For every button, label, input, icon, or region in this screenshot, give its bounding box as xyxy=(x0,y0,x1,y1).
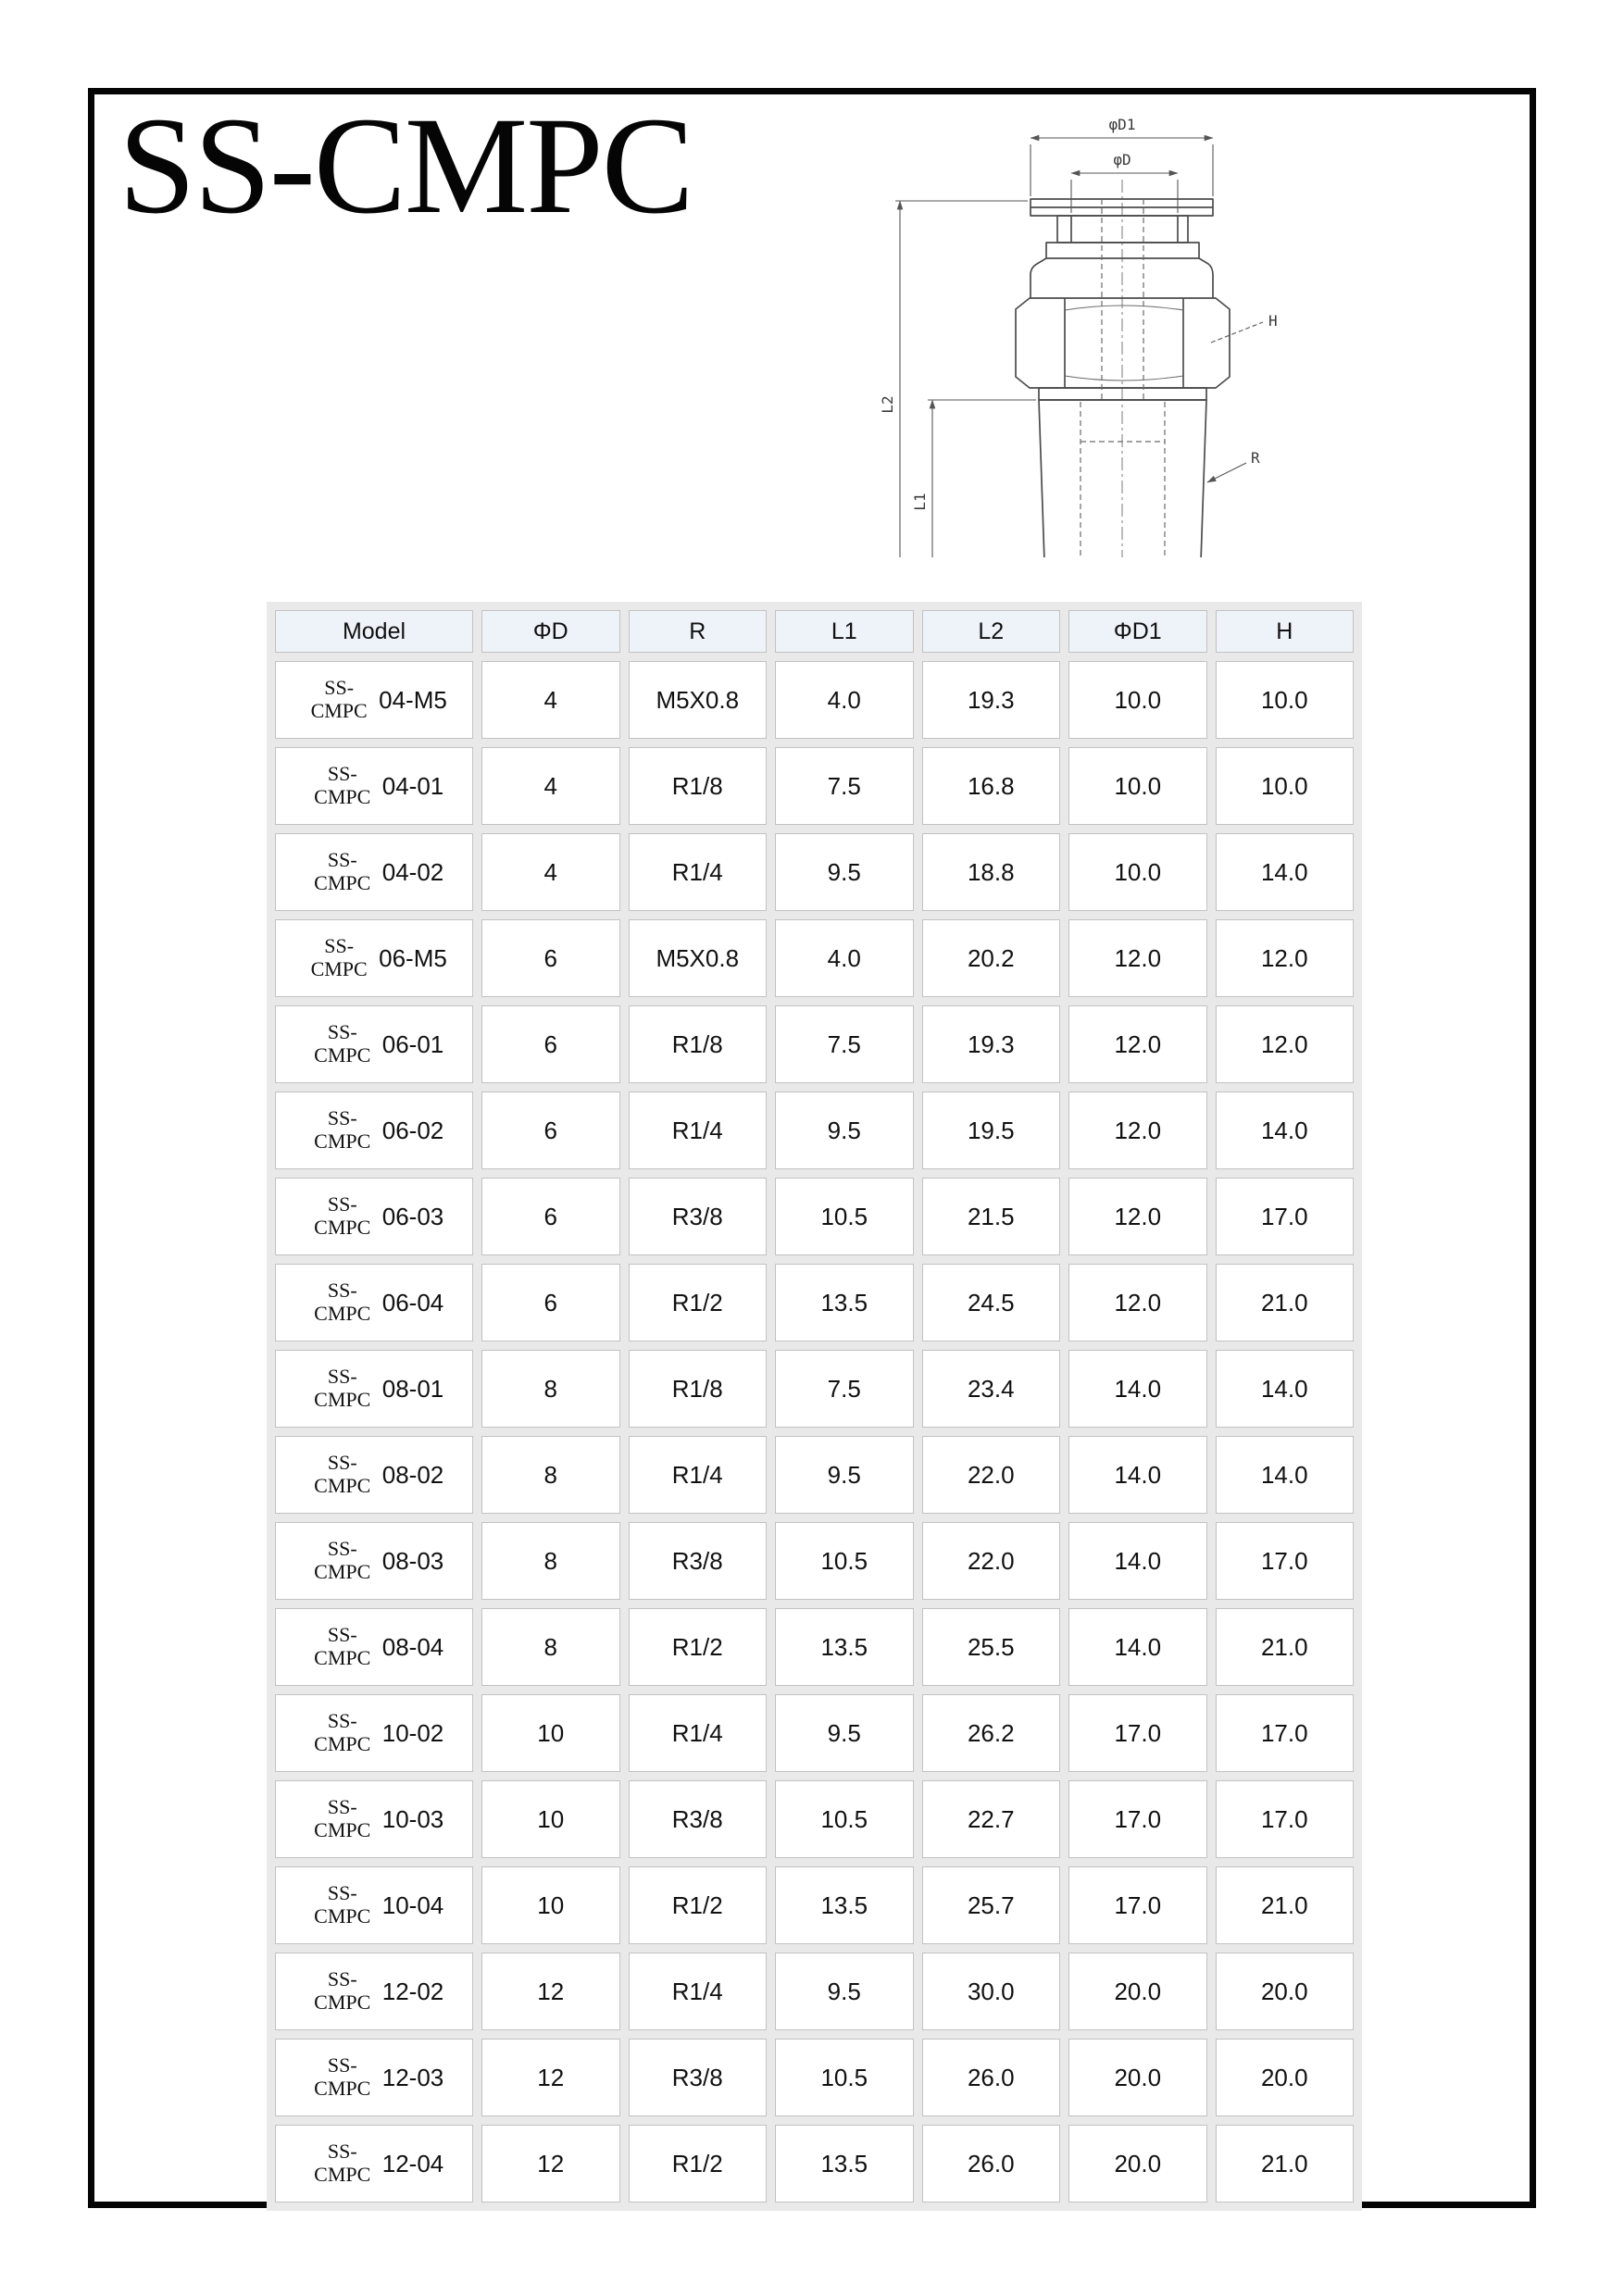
value-cell: R1/2 xyxy=(629,2125,768,2202)
value-cell: R1/8 xyxy=(629,1350,768,1428)
model-cell xyxy=(275,1608,473,1686)
model-prefix: SS-CMPC xyxy=(310,934,368,980)
value-cell: 9.5 xyxy=(775,1694,914,1772)
model-prefix: SS-CMPC xyxy=(314,2140,371,2186)
value-cell: R1/4 xyxy=(629,1953,768,2030)
table-row xyxy=(275,2039,1354,2116)
table-row xyxy=(275,1522,1354,1600)
value-cell: R1/8 xyxy=(629,1005,768,1083)
column-header-6: H xyxy=(1216,610,1355,653)
page-title: SS-CMPC xyxy=(119,89,693,243)
table-row xyxy=(275,1264,1354,1341)
value-cell: 9.5 xyxy=(775,1953,914,2030)
model-code: 10-02 xyxy=(381,1718,444,1747)
value-cell: 19.5 xyxy=(922,1092,1061,1169)
value-cell: R1/4 xyxy=(629,833,768,911)
model-prefix: SS-CMPC xyxy=(314,1795,371,1841)
value-cell: 14.0 xyxy=(1216,833,1355,911)
model-prefix: SS-CMPC xyxy=(314,1020,371,1067)
table-row xyxy=(275,661,1354,739)
table-row xyxy=(275,1178,1354,1255)
model-prefix: SS-CMPC xyxy=(314,1537,371,1583)
model-code: 06-01 xyxy=(381,1029,444,1058)
value-cell: 12.0 xyxy=(1068,1264,1207,1341)
table-row xyxy=(275,833,1354,911)
value-cell: 4 xyxy=(481,747,620,825)
value-cell: 10.0 xyxy=(1216,661,1355,739)
value-cell: 10.5 xyxy=(775,1780,914,1858)
model-cell xyxy=(275,2125,473,2202)
value-cell: 12 xyxy=(481,2039,620,2116)
value-cell: 17.0 xyxy=(1216,1178,1355,1255)
dim-label-r: R xyxy=(1251,449,1260,467)
model-cell xyxy=(275,1694,473,1772)
table-row xyxy=(275,1866,1354,1944)
value-cell: 10.0 xyxy=(1216,747,1355,825)
model-prefix: SS-CMPC xyxy=(310,676,368,722)
model-code: 10-04 xyxy=(381,1890,444,1919)
model-code: 12-03 xyxy=(381,2063,444,2091)
value-cell: 30.0 xyxy=(922,1953,1061,2030)
model-code: 06-M5 xyxy=(379,943,447,972)
value-cell: 21.0 xyxy=(1216,1866,1355,1944)
value-cell: 12.0 xyxy=(1216,919,1355,997)
value-cell: 21.0 xyxy=(1216,2125,1355,2202)
dim-label-phi-d1: φD1 xyxy=(1108,116,1136,133)
value-cell: 10 xyxy=(481,1694,620,1772)
value-cell: 12.0 xyxy=(1068,919,1207,997)
model-code: 08-01 xyxy=(381,1374,444,1403)
value-cell: 26.0 xyxy=(922,2039,1061,2116)
model-prefix: SS-CMPC xyxy=(314,1623,371,1669)
value-cell: 8 xyxy=(481,1608,620,1686)
value-cell: 12 xyxy=(481,2125,620,2202)
value-cell: 21.5 xyxy=(922,1178,1061,1255)
table-row xyxy=(275,1780,1354,1858)
model-prefix: SS-CMPC xyxy=(314,1192,371,1239)
value-cell: 14.0 xyxy=(1216,1092,1355,1169)
value-cell: 25.5 xyxy=(922,1608,1061,1686)
value-cell: 6 xyxy=(481,1178,620,1255)
content-border-box xyxy=(88,88,1536,2208)
model-code: 04-02 xyxy=(381,857,444,886)
model-prefix: SS-CMPC xyxy=(314,1279,371,1325)
value-cell: 14.0 xyxy=(1068,1350,1207,1428)
model-code: 12-04 xyxy=(381,2149,444,2177)
value-cell: R1/2 xyxy=(629,1264,768,1341)
value-cell: 17.0 xyxy=(1216,1522,1355,1600)
model-prefix: SS-CMPC xyxy=(314,1106,371,1153)
value-cell: 7.5 xyxy=(775,1005,914,1083)
fitting-technical-drawing xyxy=(870,94,1315,557)
value-cell: 4.0 xyxy=(775,919,914,997)
value-cell: 12 xyxy=(481,1953,620,2030)
dim-label-l2: L2 xyxy=(879,395,896,414)
value-cell: 4 xyxy=(481,833,620,911)
model-cell xyxy=(275,1178,473,1255)
value-cell: 12.0 xyxy=(1068,1092,1207,1169)
table-row xyxy=(275,919,1354,997)
model-code: 04-M5 xyxy=(379,685,447,714)
value-cell: 17.0 xyxy=(1068,1780,1207,1858)
model-code: 08-03 xyxy=(381,1546,444,1575)
model-cell xyxy=(275,1350,473,1428)
value-cell: 19.3 xyxy=(922,1005,1061,1083)
model-code: 04-01 xyxy=(381,771,444,800)
column-header-2: R xyxy=(629,610,768,653)
value-cell: R3/8 xyxy=(629,1178,768,1255)
value-cell: 6 xyxy=(481,1264,620,1341)
model-prefix: SS-CMPC xyxy=(314,848,371,894)
value-cell: 21.0 xyxy=(1216,1264,1355,1341)
value-cell: 14.0 xyxy=(1068,1608,1207,1686)
model-code: 06-03 xyxy=(381,1202,444,1230)
model-prefix: SS-CMPC xyxy=(314,1365,371,1411)
model-code: 06-04 xyxy=(381,1288,444,1316)
value-cell: 10 xyxy=(481,1780,620,1858)
value-cell: R3/8 xyxy=(629,1780,768,1858)
value-cell: 20.0 xyxy=(1216,2039,1355,2116)
value-cell: 10.0 xyxy=(1068,661,1207,739)
model-cell xyxy=(275,747,473,825)
value-cell: 17.0 xyxy=(1068,1866,1207,1944)
model-prefix: SS-CMPC xyxy=(314,1967,371,2014)
value-cell: 16.8 xyxy=(922,747,1061,825)
value-cell: 24.5 xyxy=(922,1264,1061,1341)
model-cell xyxy=(275,1780,473,1858)
model-cell xyxy=(275,661,473,739)
model-prefix: SS-CMPC xyxy=(314,2053,371,2100)
value-cell: 4.0 xyxy=(775,661,914,739)
value-cell: 12.0 xyxy=(1068,1005,1207,1083)
value-cell: 14.0 xyxy=(1216,1436,1355,1514)
value-cell: R1/4 xyxy=(629,1694,768,1772)
dim-label-l1: L1 xyxy=(911,493,929,511)
value-cell: 6 xyxy=(481,1005,620,1083)
model-prefix: SS-CMPC xyxy=(314,1451,371,1497)
value-cell: 9.5 xyxy=(775,1436,914,1514)
model-cell xyxy=(275,2039,473,2116)
value-cell: 10.5 xyxy=(775,2039,914,2116)
value-cell: R1/2 xyxy=(629,1866,768,1944)
value-cell: R1/4 xyxy=(629,1436,768,1514)
value-cell: 13.5 xyxy=(775,1264,914,1341)
dim-label-h: H xyxy=(1268,312,1278,330)
table-row xyxy=(275,1608,1354,1686)
model-prefix: SS-CMPC xyxy=(314,1709,371,1755)
value-cell: 22.0 xyxy=(922,1436,1061,1514)
value-cell: 9.5 xyxy=(775,833,914,911)
table-row xyxy=(275,1350,1354,1428)
model-cell xyxy=(275,1522,473,1600)
model-code: 08-02 xyxy=(381,1460,444,1489)
table-row xyxy=(275,1694,1354,1772)
value-cell: 20.2 xyxy=(922,919,1061,997)
model-cell xyxy=(275,1005,473,1083)
value-cell: 13.5 xyxy=(775,1608,914,1686)
value-cell: 20.0 xyxy=(1216,1953,1355,2030)
model-prefix: SS-CMPC xyxy=(314,1881,371,1928)
column-header-1: ΦD xyxy=(481,610,620,653)
value-cell: 10.0 xyxy=(1068,747,1207,825)
column-header-3: L1 xyxy=(775,610,914,653)
model-code: 06-02 xyxy=(381,1116,444,1144)
value-cell: 20.0 xyxy=(1068,2039,1207,2116)
value-cell: 10.5 xyxy=(775,1178,914,1255)
value-cell: R3/8 xyxy=(629,1522,768,1600)
model-cell xyxy=(275,1436,473,1514)
value-cell: 22.7 xyxy=(922,1780,1061,1858)
spec-table-head xyxy=(275,610,1354,653)
model-cell xyxy=(275,833,473,911)
value-cell: 8 xyxy=(481,1350,620,1428)
value-cell: 13.5 xyxy=(775,2125,914,2202)
table-row xyxy=(275,1436,1354,1514)
value-cell: 17.0 xyxy=(1068,1694,1207,1772)
value-cell: 7.5 xyxy=(775,747,914,825)
value-cell: 12.0 xyxy=(1216,1005,1355,1083)
header-row xyxy=(275,610,1354,653)
value-cell: 14.0 xyxy=(1068,1522,1207,1600)
value-cell: 25.7 xyxy=(922,1866,1061,1944)
table-row xyxy=(275,1953,1354,2030)
value-cell: 18.8 xyxy=(922,833,1061,911)
value-cell: 10 xyxy=(481,1866,620,1944)
value-cell: R3/8 xyxy=(629,2039,768,2116)
value-cell: R1/4 xyxy=(629,1092,768,1169)
model-cell xyxy=(275,1953,473,2030)
value-cell: 4 xyxy=(481,661,620,739)
value-cell: 26.0 xyxy=(922,2125,1061,2202)
model-code: 12-02 xyxy=(381,1977,444,2005)
value-cell: 20.0 xyxy=(1068,2125,1207,2202)
column-header-4: L2 xyxy=(922,610,1061,653)
value-cell: 17.0 xyxy=(1216,1780,1355,1858)
value-cell: 14.0 xyxy=(1068,1436,1207,1514)
model-code: 08-04 xyxy=(381,1632,444,1661)
value-cell: 22.0 xyxy=(922,1522,1061,1600)
value-cell: M5X0.8 xyxy=(629,661,768,739)
value-cell: 7.5 xyxy=(775,1350,914,1428)
model-cell xyxy=(275,1092,473,1169)
value-cell: 12.0 xyxy=(1068,1178,1207,1255)
value-cell: 21.0 xyxy=(1216,1608,1355,1686)
model-cell xyxy=(275,1866,473,1944)
table-row xyxy=(275,1092,1354,1169)
model-prefix: SS-CMPC xyxy=(314,762,371,808)
spec-table xyxy=(267,602,1362,2211)
value-cell: 9.5 xyxy=(775,1092,914,1169)
dim-label-phi-d: φD xyxy=(1113,151,1131,168)
model-cell xyxy=(275,1264,473,1341)
spec-table-body xyxy=(275,661,1354,2202)
table-row xyxy=(275,1005,1354,1083)
value-cell: 6 xyxy=(481,919,620,997)
value-cell: 14.0 xyxy=(1216,1350,1355,1428)
column-header-5: ΦD1 xyxy=(1068,610,1207,653)
column-header-0: Model xyxy=(275,610,473,653)
value-cell: 10.5 xyxy=(775,1522,914,1600)
table-row xyxy=(275,2125,1354,2202)
value-cell: 8 xyxy=(481,1436,620,1514)
value-cell: R1/8 xyxy=(629,747,768,825)
model-code: 10-03 xyxy=(381,1804,444,1833)
value-cell: 13.5 xyxy=(775,1866,914,1944)
value-cell: 17.0 xyxy=(1216,1694,1355,1772)
model-cell xyxy=(275,919,473,997)
value-cell: 26.2 xyxy=(922,1694,1061,1772)
value-cell: R1/2 xyxy=(629,1608,768,1686)
value-cell: M5X0.8 xyxy=(629,919,768,997)
value-cell: 19.3 xyxy=(922,661,1061,739)
value-cell: 6 xyxy=(481,1092,620,1169)
dimension-lines xyxy=(895,138,1263,557)
value-cell: 20.0 xyxy=(1068,1953,1207,2030)
value-cell: 23.4 xyxy=(922,1350,1061,1428)
value-cell: 8 xyxy=(481,1522,620,1600)
value-cell: 10.0 xyxy=(1068,833,1207,911)
table-row xyxy=(275,747,1354,825)
